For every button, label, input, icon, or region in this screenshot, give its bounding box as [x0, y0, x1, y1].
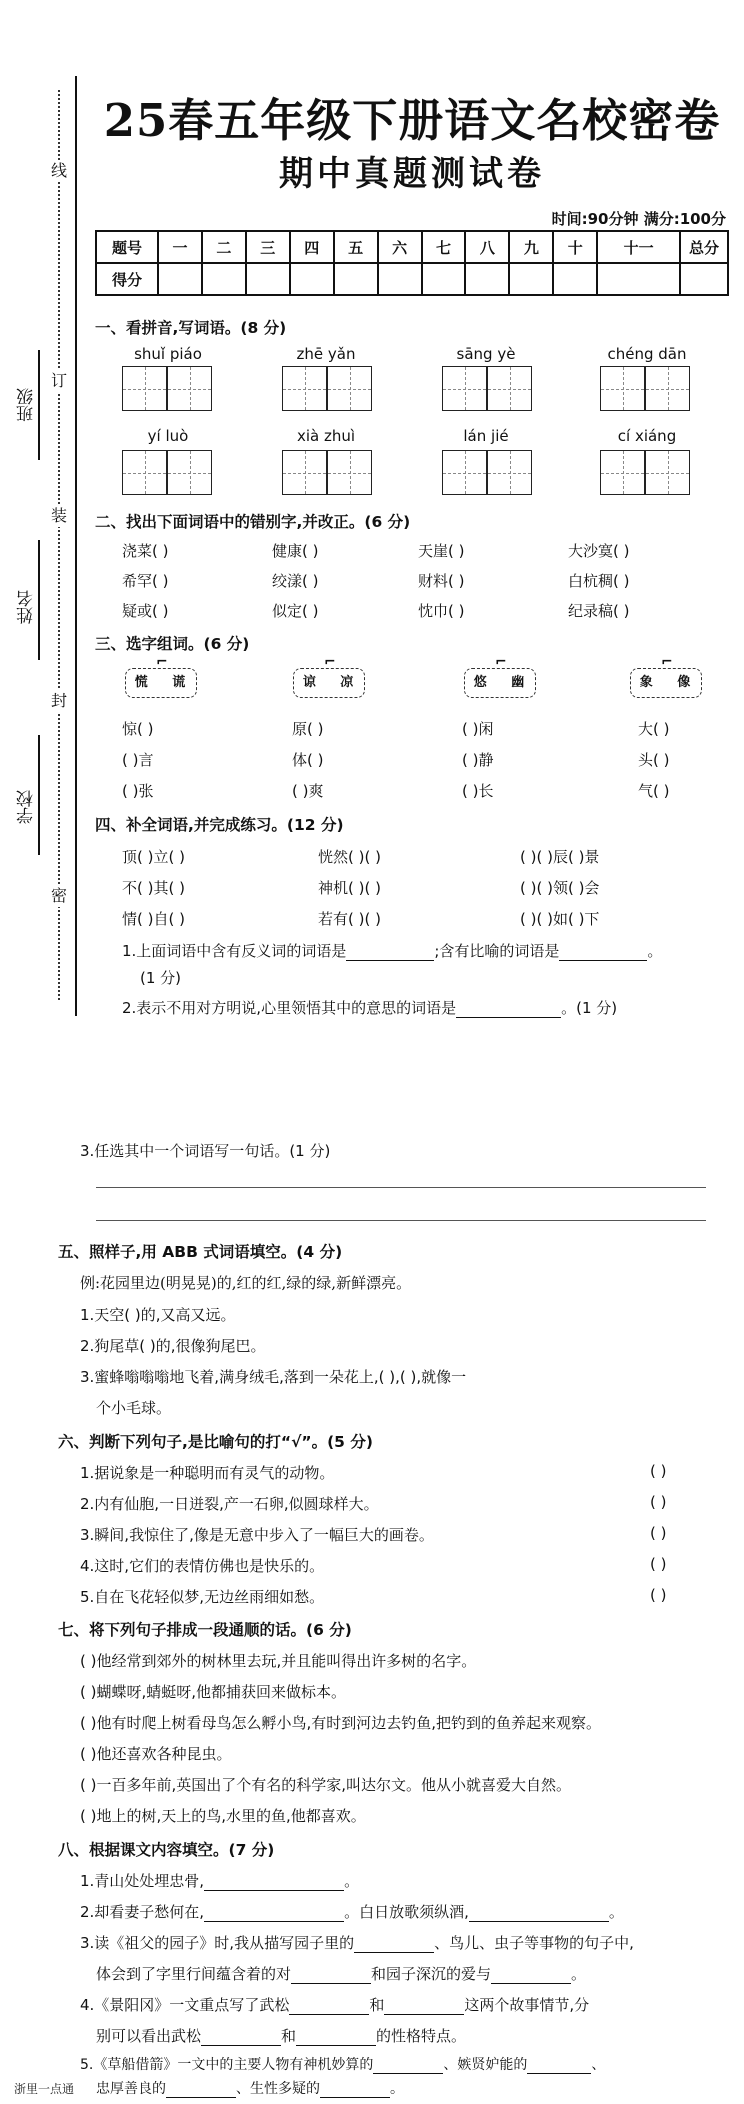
answer-blank[interactable]	[291, 1968, 371, 1984]
s8-question-5-cont	[96, 2078, 404, 2098]
s7-item[interactable]: ( )一百多年前,英国出了个有名的科学家,叫达尔文。他从小就喜爱大自然。	[80, 1776, 572, 1794]
answer-blank[interactable]	[527, 2058, 591, 2074]
s4-q1-text-c: 。	[647, 942, 663, 960]
s8-text: 和园子深沉的爱与	[371, 1965, 492, 1983]
s8-text: 和	[281, 2027, 297, 2045]
word-group-item[interactable]: 气( )	[638, 782, 670, 800]
s8-text: 。	[608, 1903, 624, 1921]
word-group-item[interactable]: ( )长	[462, 782, 494, 800]
score-header-cell: 九	[509, 231, 553, 263]
s8-text: 。白日放歌须纵酒,	[344, 1903, 469, 1921]
writing-box[interactable]	[282, 366, 327, 411]
name-label: 姓名	[17, 590, 37, 624]
s6-item: 2.内有仙胞,一日迸裂,产一石卵,似圆球样大。	[80, 1495, 379, 1513]
score-cell[interactable]	[158, 263, 202, 295]
s8-text: 。	[344, 1872, 360, 1890]
s8-text: 1.青山处处埋忠骨,	[80, 1872, 205, 1890]
word-group-item[interactable]: 体( )	[292, 751, 324, 769]
page-subtitle: 期中真题测试卷	[279, 154, 545, 194]
score-header-cell: 四	[290, 231, 334, 263]
s8-text: 和	[369, 1996, 385, 2014]
score-header-cell: 七	[422, 231, 466, 263]
s8-text: 体会到了字里行间蕴含着的对	[96, 1965, 292, 1983]
score-cell[interactable]	[509, 263, 553, 295]
score-cell[interactable]	[553, 263, 597, 295]
idiom-item[interactable]: 情( )自( )	[122, 910, 185, 928]
s7-item[interactable]: ( )他经常到郊外的树林里去玩,并且能叫得出许多树的名字。	[80, 1652, 477, 1670]
answer-blank[interactable]	[373, 2058, 443, 2074]
word-group-item[interactable]: ( )言	[122, 751, 154, 769]
class-label: 班级	[17, 388, 37, 422]
s8-text: 、鸟儿、虫子等事物的句子中,	[434, 1934, 634, 1952]
s8-text: 5.《草船借箭》一文中的主要人物有神机妙算的	[80, 2057, 374, 2073]
writing-line[interactable]	[96, 1220, 706, 1221]
typo-item[interactable]: 大沙寞( )	[568, 542, 630, 560]
typo-item[interactable]: 疑或( )	[122, 602, 169, 620]
s8-text: 2.却看妻子愁何在,	[80, 1903, 205, 1921]
typo-item[interactable]: 财料( )	[418, 572, 465, 590]
school-underline[interactable]	[38, 735, 40, 855]
pinyin-label: cí xiáng	[617, 427, 677, 445]
s8-text: 、生性多疑的	[236, 2081, 320, 2097]
page-title: 25春五年级下册语文名校密卷	[103, 94, 721, 147]
answer-blank[interactable]	[204, 1875, 344, 1891]
pinyin-label: sāng yè	[456, 345, 516, 363]
s8-text: 的性格特点。	[376, 2027, 467, 2045]
s7-item[interactable]: ( )蝴蝶呀,蜻蜓呀,他都捕获回来做标本。	[80, 1683, 347, 1701]
pinyin-label: zhē yǎn	[296, 345, 356, 363]
s4-q1-score: (1 分)	[140, 969, 182, 987]
score-cell[interactable]	[465, 263, 509, 295]
s8-question-1	[80, 1870, 359, 1891]
s8-text: 忠厚善良的	[96, 2081, 166, 2097]
typo-item[interactable]: 忱巾( )	[418, 602, 465, 620]
answer-paren[interactable]: ( )	[650, 1555, 667, 1573]
s5-question-cont: 个小毛球。	[96, 1399, 172, 1417]
writing-box[interactable]	[122, 450, 167, 495]
writing-box[interactable]	[327, 450, 372, 495]
word-group-item[interactable]: 大( )	[638, 720, 670, 738]
margin-char-zhuang: 装	[50, 506, 67, 525]
score-row-label: 得分	[96, 263, 158, 295]
score-header-cell: 六	[378, 231, 422, 263]
score-header-cell: 一	[158, 231, 202, 263]
score-header-cell: 八	[465, 231, 509, 263]
score-header-cell: 十	[553, 231, 597, 263]
char-pair-frame: ⌐ 慌 谎	[125, 668, 197, 698]
idiom-item[interactable]: 若有( )( )	[318, 910, 381, 928]
score-cell[interactable]	[597, 263, 680, 295]
typo-item[interactable]: 绞漾( )	[272, 572, 319, 590]
word-group-item[interactable]: 惊( )	[122, 720, 154, 738]
margin-char-xian: 线	[50, 161, 67, 180]
char-pair-frame: ⌐ 悠 幽	[464, 668, 536, 698]
score-cell[interactable]	[422, 263, 466, 295]
typo-item[interactable]: 纪录稿( )	[568, 602, 630, 620]
typo-item[interactable]: 天崖( )	[418, 542, 465, 560]
answer-paren[interactable]: ( )	[650, 1586, 667, 1604]
typo-item[interactable]: 希罕( )	[122, 572, 169, 590]
s8-text: 4.《景阳冈》一文重点写了武松	[80, 1996, 290, 2014]
word-group-item[interactable]: 头( )	[638, 751, 670, 769]
section-6-title: 六、判断下列句子,是比喻句的打“√”。(5 分)	[58, 1433, 373, 1451]
score-cell[interactable]	[290, 263, 334, 295]
answer-blank[interactable]	[354, 1937, 434, 1953]
answer-paren[interactable]: ( )	[650, 1524, 667, 1542]
s6-item: 3.瞬间,我惊住了,像是无意中步入了一幅巨大的画卷。	[80, 1526, 434, 1544]
s5-question[interactable]: 1.天空( )的,又高又远。	[80, 1306, 236, 1324]
school-label: 学校	[17, 790, 37, 824]
score-table-score-row	[96, 263, 728, 295]
section-2-title: 二、找出下面词语中的错别字,并改正。(6 分)	[95, 513, 411, 531]
answer-blank[interactable]	[204, 1906, 344, 1922]
s4-question-1	[122, 940, 662, 961]
s5-question[interactable]: 3.蜜蜂嗡嗡嗡地飞着,满身绒毛,落到一朵花上,( ),( ),就像一	[80, 1368, 467, 1386]
s6-item: 4.这时,它们的表情仿佛也是快乐的。	[80, 1557, 325, 1575]
idiom-item[interactable]: ( )( )如( )下	[520, 910, 600, 928]
section-3-title: 三、选字组词。(6 分)	[95, 635, 250, 653]
score-cell[interactable]	[202, 263, 246, 295]
score-header-cell: 二	[202, 231, 246, 263]
pinyin-label: shuǐ piáo	[134, 345, 202, 363]
answer-blank[interactable]	[469, 1906, 609, 1922]
word-group-item[interactable]: ( )静	[462, 751, 494, 769]
exam-meta: 时间:90分钟 满分:100分	[551, 210, 726, 228]
typo-item[interactable]: 白杭稠( )	[568, 572, 630, 590]
s6-item: 1.据说象是一种聪明而有灵气的动物。	[80, 1464, 335, 1482]
answer-blank[interactable]	[559, 945, 647, 961]
s4-question-2	[122, 997, 617, 1018]
idiom-item[interactable]: 不( )其( )	[122, 879, 185, 897]
writing-box[interactable]	[327, 366, 372, 411]
word-group-item[interactable]: 原( )	[292, 720, 324, 738]
answer-blank[interactable]	[384, 1999, 464, 2015]
s8-question-5	[80, 2054, 605, 2074]
s4-q1-text-b: ;含有比喻的词语是	[434, 942, 560, 960]
score-header-cell: 十一	[597, 231, 680, 263]
word-group-item[interactable]: ( )爽	[292, 782, 324, 800]
pinyin-label: lán jié	[463, 427, 509, 445]
s4-question-3: 3.任选其中一个词语写一句话。(1 分)	[80, 1142, 331, 1160]
answer-blank[interactable]	[201, 2030, 281, 2046]
score-table	[95, 230, 729, 296]
typo-item[interactable]: 浇菜( )	[122, 542, 169, 560]
s8-question-4-cont	[96, 2025, 466, 2046]
s8-question-2	[80, 1901, 624, 1922]
typo-item[interactable]: 健康( )	[272, 542, 319, 560]
s5-question[interactable]: 2.狗尾草( )的,很像狗尾巴。	[80, 1337, 266, 1355]
idiom-item[interactable]: 恍然( )( )	[318, 848, 381, 866]
writing-line[interactable]	[96, 1187, 706, 1188]
score-table-header-row	[96, 231, 728, 263]
word-group-item[interactable]: ( )闲	[462, 720, 494, 738]
score-header-cell: 三	[246, 231, 290, 263]
margin-char-feng: 封	[50, 691, 67, 710]
writing-box[interactable]	[487, 450, 532, 495]
s4-q2-text-b: 。(1 分)	[561, 999, 618, 1017]
score-cell[interactable]	[246, 263, 290, 295]
s8-text: 3.读《祖父的园子》时,我从描写园子里的	[80, 1934, 355, 1952]
writing-box[interactable]	[600, 450, 645, 495]
writing-box[interactable]	[167, 366, 212, 411]
score-cell[interactable]	[334, 263, 378, 295]
name-underline[interactable]	[38, 540, 40, 660]
footer-brand: 浙里一点通	[14, 2082, 75, 2096]
s8-text: 别可以看出武松	[96, 2027, 202, 2045]
margin-char-mi: 密	[50, 886, 67, 905]
pinyin-label: chéng dān	[607, 345, 687, 363]
section-5-title: 五、照样子,用 ABB 式词语填空。(4 分)	[58, 1243, 343, 1261]
answer-blank[interactable]	[166, 2082, 236, 2098]
answer-blank[interactable]	[296, 2030, 376, 2046]
idiom-item[interactable]: ( )( )领( )会	[520, 879, 600, 897]
writing-box[interactable]	[645, 450, 690, 495]
s7-item[interactable]: ( )他还喜欢各种昆虫。	[80, 1745, 232, 1763]
s8-question-3-cont	[96, 1963, 586, 1984]
answer-blank[interactable]	[491, 1968, 571, 1984]
s8-text: 。	[571, 1965, 587, 1983]
s8-question-3	[80, 1932, 634, 1953]
class-underline[interactable]	[38, 350, 40, 460]
writing-box[interactable]	[600, 366, 645, 411]
writing-box[interactable]	[442, 450, 487, 495]
section-1-title: 一、看拼音,写词语。(8 分)	[95, 319, 287, 337]
writing-box[interactable]	[167, 450, 212, 495]
answer-paren[interactable]: ( )	[650, 1493, 667, 1511]
char-pair-frame: ⌐ 象 像	[630, 668, 702, 698]
s8-text: 这两个故事情节,分	[464, 1996, 590, 2014]
pinyin-label: xià zhuì	[296, 427, 356, 445]
writing-box[interactable]	[282, 450, 327, 495]
writing-box[interactable]	[645, 366, 690, 411]
section-8-title: 八、根据课文内容填空。(7 分)	[58, 1841, 275, 1859]
s8-text: 、	[591, 2057, 606, 2073]
idiom-item[interactable]: 神机( )( )	[318, 879, 381, 897]
s8-text: 。	[390, 2081, 404, 2097]
binding-solid-line	[75, 76, 77, 1016]
answer-paren[interactable]: ( )	[650, 1462, 667, 1480]
s8-text: 、嫉贤妒能的	[443, 2057, 528, 2073]
section-4-title: 四、补全词语,并完成练习。(12 分)	[95, 816, 344, 834]
section-7-title: 七、将下列句子排成一段通顺的话。(6 分)	[58, 1621, 352, 1639]
score-header-cell: 五	[334, 231, 378, 263]
score-cell[interactable]	[680, 263, 728, 295]
binding-dotted-line	[58, 90, 60, 1000]
margin-char-ding: 订	[50, 371, 67, 390]
idiom-item[interactable]: 顶( )立( )	[122, 848, 185, 866]
score-header-cell: 总分	[680, 231, 728, 263]
answer-blank[interactable]	[320, 2082, 390, 2098]
word-group-item[interactable]: ( )张	[122, 782, 154, 800]
s7-item[interactable]: ( )他有时爬上树看母鸟怎么孵小鸟,有时到河边去钓鱼,把钓到的鱼养起来观察。	[80, 1714, 602, 1732]
s4-q1-text-a: 1.上面词语中含有反义词的词语是	[122, 942, 347, 960]
score-cell[interactable]	[378, 263, 422, 295]
writing-box[interactable]	[122, 366, 167, 411]
score-header-cell: 题号	[96, 231, 158, 263]
s7-item[interactable]: ( )地上的树,天上的鸟,水里的鱼,他都喜欢。	[80, 1807, 366, 1825]
writing-box[interactable]	[487, 366, 532, 411]
typo-item[interactable]: 似定( )	[272, 602, 319, 620]
s5-example: 例:花园里边(明晃晃)的,红的红,绿的绿,新鲜漂亮。	[80, 1274, 412, 1292]
s8-question-4	[80, 1994, 589, 2015]
char-pair-frame: ⌐ 谅 凉	[293, 668, 365, 698]
pinyin-label: yí luò	[147, 427, 189, 445]
writing-box[interactable]	[442, 366, 487, 411]
idiom-item[interactable]: ( )( )辰( )景	[520, 848, 600, 866]
answer-blank[interactable]	[346, 945, 434, 961]
answer-blank[interactable]	[456, 1002, 561, 1018]
s6-item: 5.自在飞花轻似梦,无边丝雨细如愁。	[80, 1588, 325, 1606]
answer-blank[interactable]	[289, 1999, 369, 2015]
s4-q2-text-a: 2.表示不用对方明说,心里领悟其中的意思的词语是	[122, 999, 457, 1017]
